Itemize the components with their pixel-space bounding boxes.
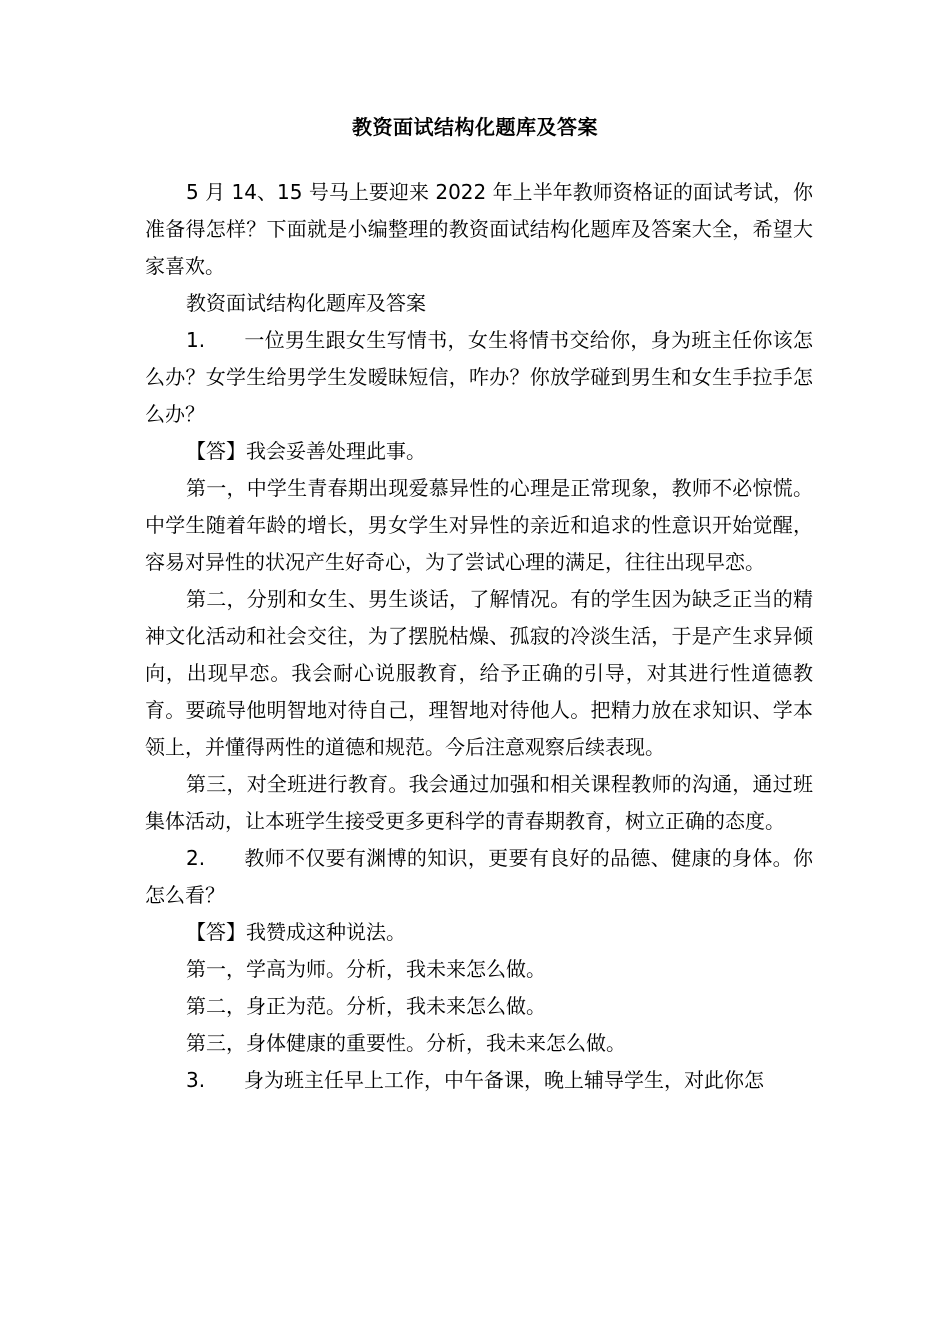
question-number: 2. <box>186 846 206 870</box>
section-heading: 教资面试结构化题库及答案 <box>186 291 426 315</box>
question-1 <box>145 322 813 433</box>
answer-2-lead: 【答】我赞成这种说法。 <box>186 920 406 944</box>
question-text: 身为班主任早上工作，中午备课，晚上辅导学生，对此你怎 <box>244 1068 764 1092</box>
document-body <box>145 174 813 1099</box>
question-text: 一位男生跟女生写情书，女生将情书交给你，身为班主任你该怎么办？女学生给男学生发暧昧短信，咋办？你放学碰到男生和女生手拉手怎么办？ <box>145 328 813 426</box>
answer-1-point-1: 第一，中学生青春期出现爱慕异性的心理是正常现象，教师不必惊慌。中学生随着年龄的增长，男女学生对异性的亲近和追求的性意识开始觉醒，容易对异性的状况产生好奇心，为了尝试心理的满足，往往出现早恋。 <box>145 476 813 574</box>
question-2 <box>145 840 813 914</box>
answer-2-point-1: 第一，学高为师。分析，我未来怎么做。 <box>186 957 546 981</box>
answer-1-point-3: 第三，对全班进行教育。我会通过加强和相关课程教师的沟通，通过班集体活动，让本班学生接受更多更科学的青春期教育，树立正确的态度。 <box>145 772 813 833</box>
answer-2-point-2: 第二，身正为范。分析，我未来怎么做。 <box>186 994 546 1018</box>
question-number: 1. <box>186 328 206 352</box>
answer-1-point-2: 第二，分别和女生、男生谈话，了解情况。有的学生因为缺乏正当的精神文化活动和社会交往，为了摆脱枯燥、孤寂的冷淡生活，于是产生求异倾向，出现早恋。我会耐心说服教育，给予正确的引导，对其进行性道德教育。要疏导他明智地对待自己，理智地对待他人。把精力放在求知识、学本领上，并懂得两性的道德和规范。今后注意观察后续表现。 <box>145 587 813 759</box>
question-text: 教师不仅要有渊博的知识，更要有良好的品德、健康的身体。你怎么看？ <box>145 846 813 907</box>
question-3 <box>145 1062 813 1099</box>
question-number: 3. <box>186 1068 206 1092</box>
answer-1-lead: 【答】我会妥善处理此事。 <box>186 439 426 463</box>
intro-paragraph: 5 月 14、15 号马上要迎来 2022 年上半年教师资格证的面试考试，你准备得怎样？下面就是小编整理的教资面试结构化题库及答案大全，希望大家喜欢。 <box>145 180 813 278</box>
answer-2-point-3: 第三，身体健康的重要性。分析，我未来怎么做。 <box>186 1031 626 1055</box>
document-title: 教资面试结构化题库及答案 <box>352 115 598 139</box>
